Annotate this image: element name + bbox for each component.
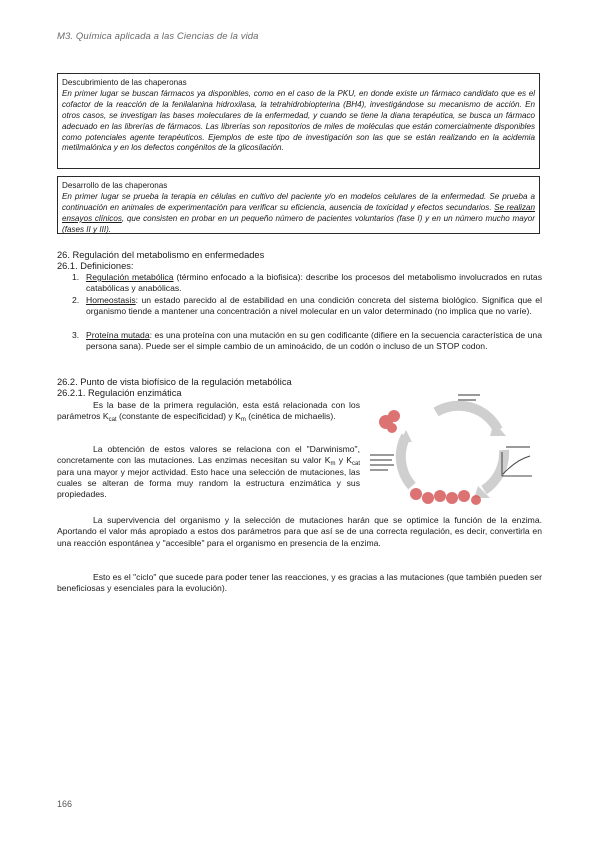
paragraph-text: (cinética de michaelis).	[245, 411, 336, 422]
box-body-part: En primer lugar se prueba la terapia en células en cultivo del paciente y/o en modelos celulares de la enfermedad. Se prueba a continuación en animales de experimentación para verificar su eficiencia, ausencia de toxicidad y efectos secundarios.	[62, 191, 535, 212]
chaperone-discovery-box	[57, 73, 540, 169]
page-number: 166	[57, 799, 73, 809]
subscript: cat	[108, 417, 117, 424]
definition-item	[72, 330, 542, 365]
definition-text: : es una proteína con una mutación en su gen codificante (difiere en la secuencia característica de una persona sana). Puede ser el simple cambio de un aminoácido, de un codón o incluso de un STOP codon.	[86, 330, 542, 352]
definition-text: : un estado parecido al de estabilidad en una condición concreta del sistema biológico. Significa que el organismo tiende a mantener una concentración a nivel molecular en un valor determinado (no implica que no varíe).	[86, 295, 542, 317]
defined-term: Proteína mutada	[86, 330, 150, 340]
box-body-underlined: Se realizan ensayos clínicos	[62, 202, 535, 223]
running-head: M3. Química aplicada a las Ciencias de la vida	[57, 31, 259, 42]
paragraph: Esto es el "ciclo" que sucede para poder tener las reacciones, y es gracias a las mutaciones (que también pueden ser beneficiosas y esenciales para la evolución).	[57, 572, 542, 594]
subsection-heading: 26.1. Definiciones:	[57, 261, 134, 271]
box-body-part: , que consisten en probar en un pequeño número de pacientes voluntarios (fase I) y en un número mucho mayor (fases II y III).	[62, 213, 535, 234]
item-number: 1.	[72, 272, 80, 282]
section-heading: 26. Regulación del metabolismo en enfermedades	[57, 250, 265, 260]
paragraph	[57, 444, 360, 500]
box-title: Desarrollo de las chaperonas	[62, 181, 168, 190]
subsubsection-heading: 26.2.1. Regulación enzimática	[57, 388, 182, 398]
item-number: 2.	[72, 295, 80, 305]
box-title: Descubrimiento de las chaperonas	[62, 78, 187, 87]
chaperone-development-box	[57, 176, 540, 234]
box-body	[62, 192, 535, 236]
defined-term: Homeostasis	[86, 295, 136, 305]
box-body: En primer lugar se buscan fármacos ya disponibles, como en el caso de la PKU, en donde existe un fármaco candidato que es el cofactor de la reacción de la fenilalanina hidroxilasa, la tetrahidrobiopterina (BH4), investigándose su mecanismo de acción. En otros casos, se investigan las bases moleculares de la enfermedad, y cuando se tiene la diana terapéutica, se busca un fármaco adecuado en las librerías de fármacos. Las librerías son repositorios de miles de moléculas que están comercialmente disponibles como potenciales agente terapéuticos. Ejemplos de este tipo de investigación son las que se están realizando en la acidemia metilmalónica y en los defectos congénitos de la glicosilación.	[62, 88, 535, 153]
paragraph-text: para una mayor y mejor actividad. Esto hace una selección de mutaciones, las cuales se alteran de forma muy random la estructura enzimática y sus propiedades.	[57, 466, 360, 500]
definition-text: (término enfocado a la biofisica): describe los procesos del metabolismo involucrados en rutas catabólicas y anabólicas.	[86, 272, 542, 294]
paragraph-text: Es la base de la primera regulación, esta está relacionada con los parámetros K	[57, 400, 360, 422]
subscript: cat	[351, 461, 360, 468]
definition-item	[72, 295, 542, 330]
subsection-heading: 26.2. Punto de vista biofísico de la regulación metabólica	[57, 377, 292, 387]
definition-item	[72, 272, 542, 296]
enzyme-evolution-cycle-figure	[366, 390, 542, 514]
item-number: 3.	[72, 330, 80, 340]
paragraph-text: (constante de especificidad) y K	[116, 411, 241, 422]
subscript: m	[330, 461, 336, 468]
defined-term: Regulación metabólica	[86, 272, 174, 282]
paragraph: La supervivencia del organismo y la selección de mutaciones harán que se optimice la función de la enzima. Aportando el valor más apropiado a estos dos parámetros para que así se de una correcta regulación, es decir, convertirla en una reacción espontánea y "accesible" para el organismo en presencia de la enzima.	[57, 515, 542, 548]
subscript: m	[240, 417, 246, 424]
paragraph	[57, 400, 360, 423]
paragraph-text: y K	[335, 455, 352, 466]
paragraph-text: La obtención de estos valores se relaciona con el "Darwinismo", concretamente con las mutaciones. Las enzimas necesitan su valor K	[57, 444, 360, 466]
